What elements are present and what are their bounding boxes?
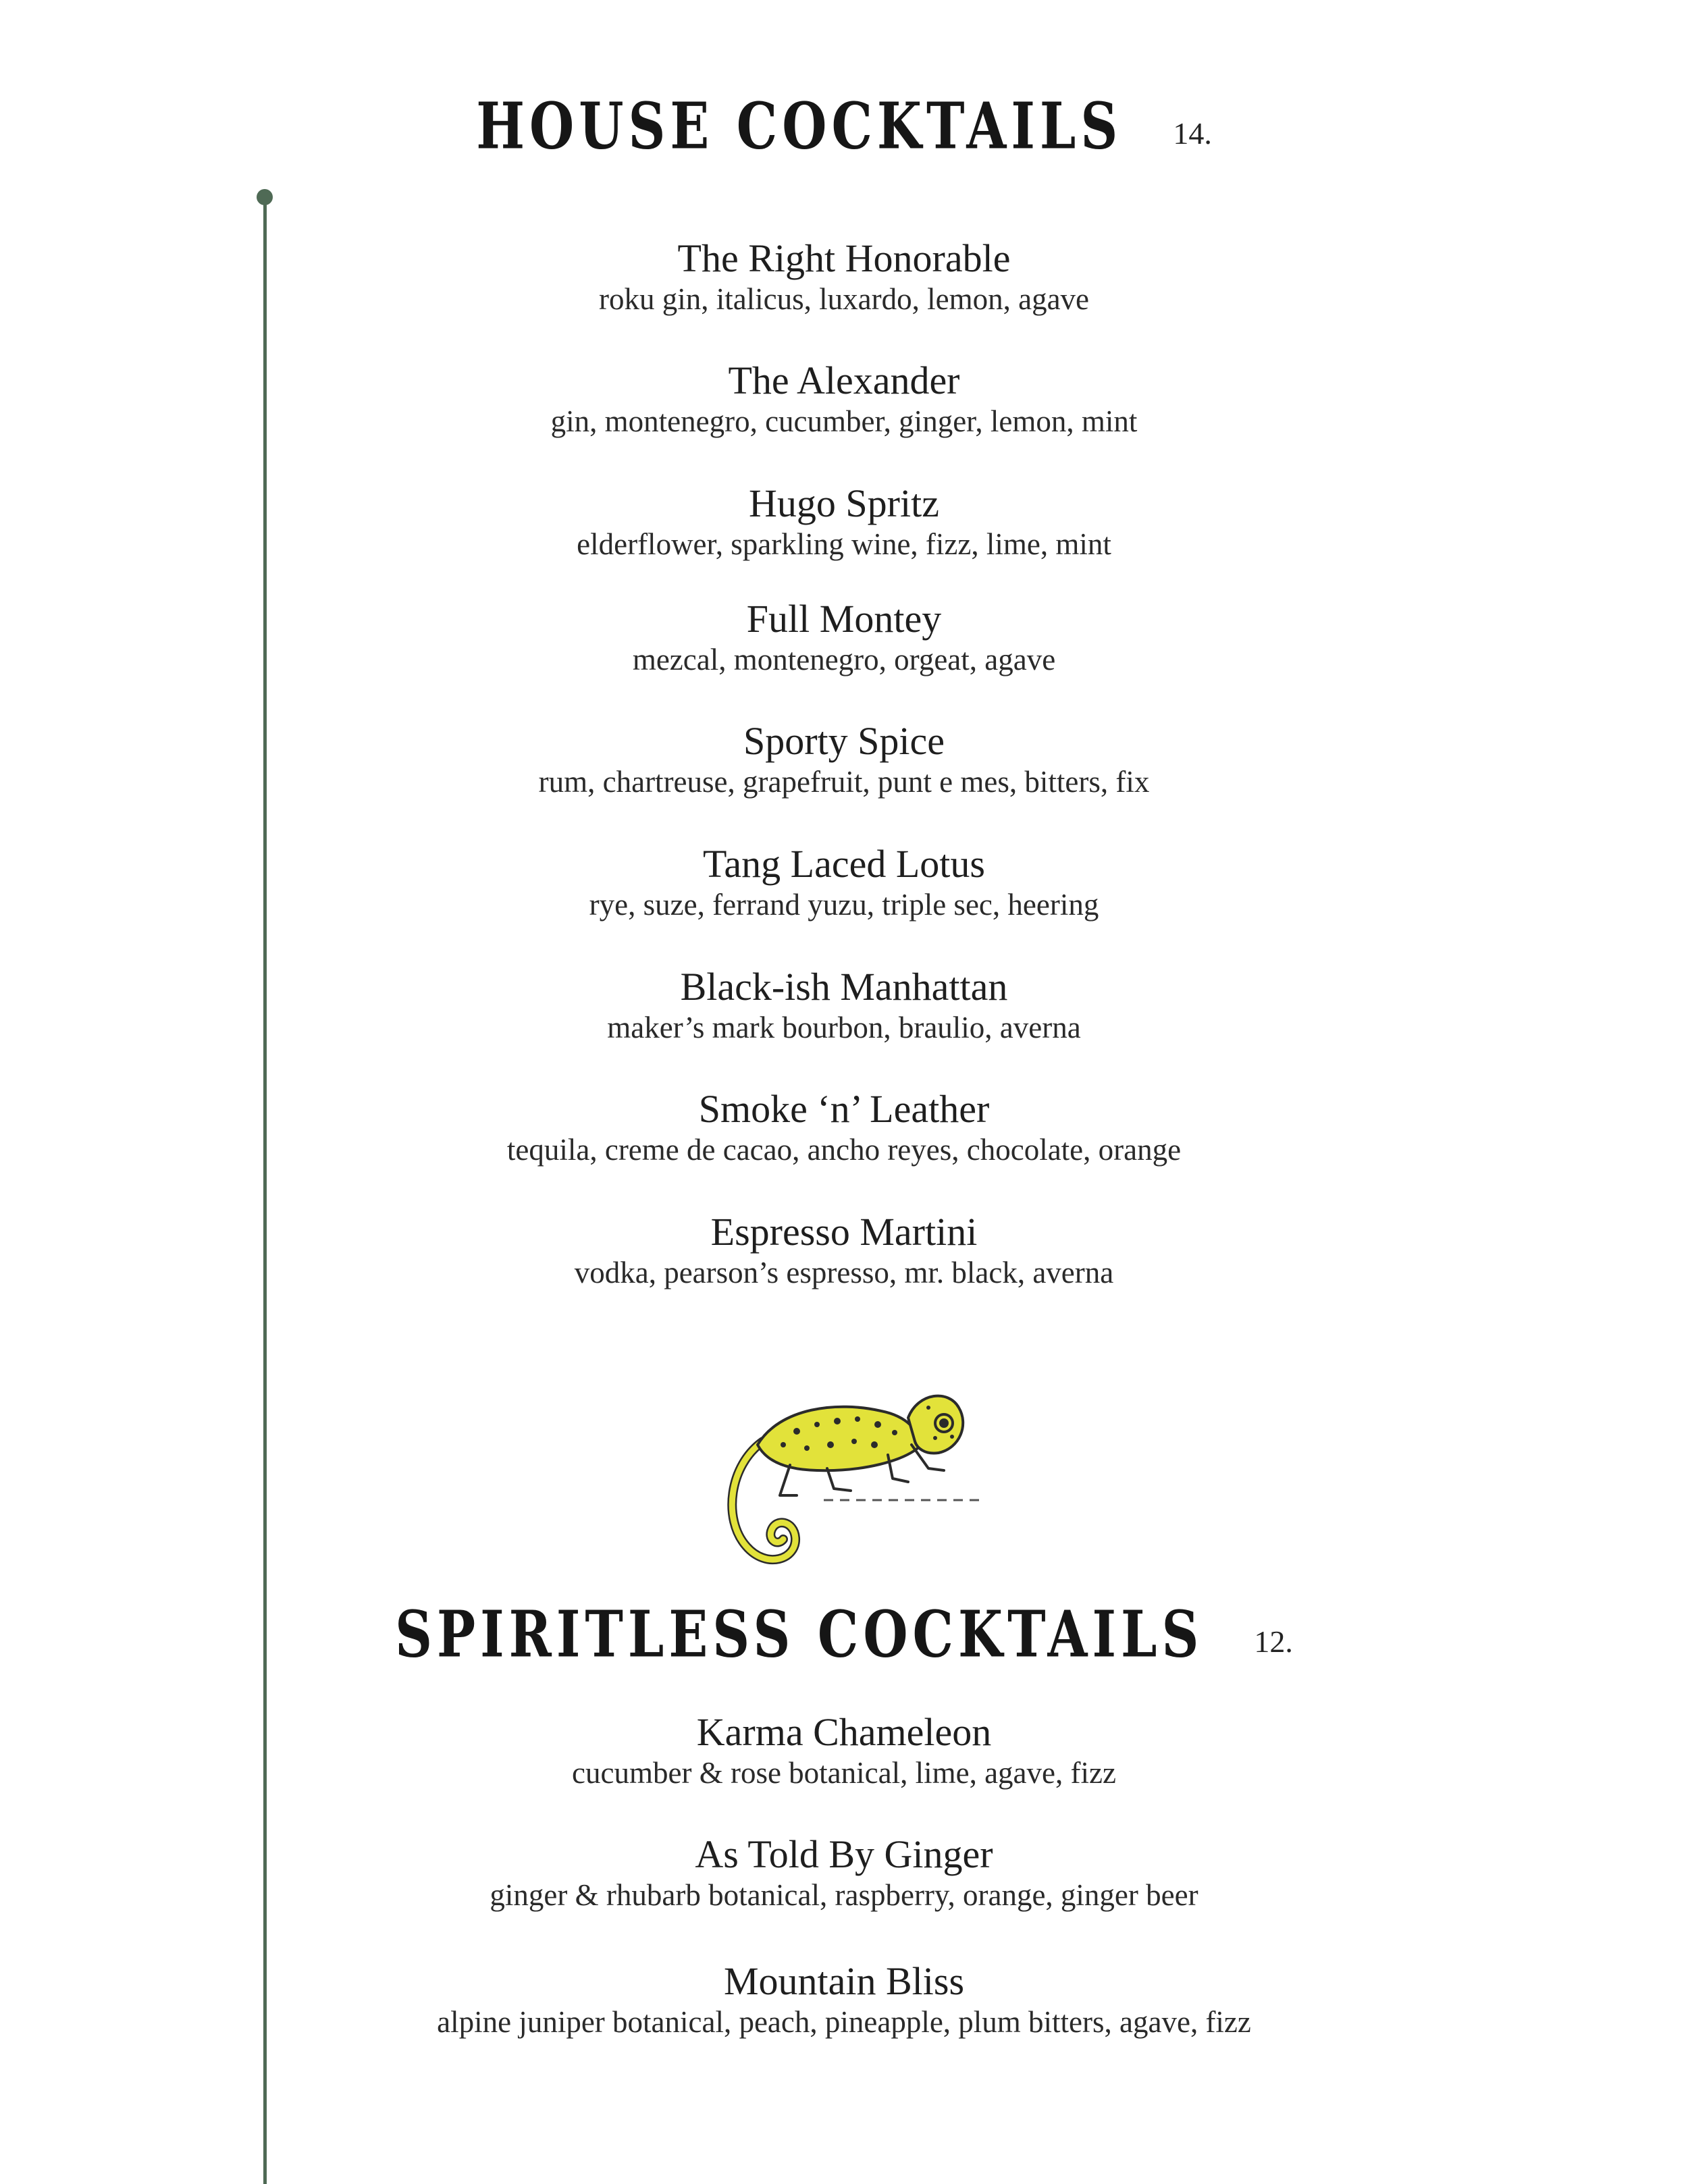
menu-item: [0, 236, 1688, 317]
cocktail-name: Sporty Spice: [743, 719, 945, 763]
cocktail-name: Mountain Bliss: [723, 1959, 965, 2003]
cocktail-name: Karma Chameleon: [696, 1710, 992, 1754]
menu-item: [0, 719, 1688, 800]
cocktail-ingredients: gin, montenegro, cucumber, ginger, lemon, mint: [550, 404, 1138, 438]
menu-item: [0, 1087, 1688, 1168]
cocktail-ingredients: mezcal, montenegro, orgeat, agave: [632, 643, 1056, 676]
cocktail-name: Smoke ‘n’ Leather: [698, 1087, 990, 1131]
menu-item: [0, 1959, 1688, 2040]
menu-item: [0, 481, 1688, 562]
menu-item: [0, 1832, 1688, 1913]
cocktail-ingredients: rye, suze, ferrand yuzu, triple sec, heering: [589, 888, 1099, 922]
house-cocktails-price: 14.: [1173, 116, 1212, 151]
cocktail-name: As Told By Ginger: [695, 1832, 993, 1876]
menu-item: [0, 358, 1688, 440]
cocktail-name: The Right Honorable: [677, 236, 1011, 280]
menu-item: [0, 597, 1688, 678]
cocktail-name: Full Montey: [746, 597, 942, 641]
menu-item: [0, 965, 1688, 1046]
cocktail-name: Hugo Spritz: [749, 481, 939, 525]
rule-dot-ornament: [257, 189, 273, 205]
menu-item: [0, 1210, 1688, 1291]
menu-item: [0, 1710, 1688, 1791]
chameleon-illustration: [716, 1377, 979, 1580]
cocktail-ingredients: rum, chartreuse, grapefruit, punt e mes, bitters, fix: [538, 765, 1150, 799]
cocktail-ingredients: cucumber & rose botanical, lime, agave, fizz: [572, 1756, 1116, 1790]
cocktail-ingredients: roku gin, italicus, luxardo, lemon, agave: [598, 282, 1090, 316]
cocktail-name: Espresso Martini: [710, 1210, 978, 1254]
cocktail-ingredients: tequila, creme de cacao, ancho reyes, chocolate, orange: [506, 1133, 1182, 1167]
cocktail-ingredients: vodka, pearson’s espresso, mr. black, averna: [574, 1256, 1114, 1289]
cocktail-ingredients: elderflower, sparkling wine, fizz, lime, mint: [577, 527, 1111, 561]
spiritless-cocktails-header: [0, 1596, 1688, 1672]
cocktail-name: Black-ish Manhattan: [680, 965, 1008, 1009]
spiritless-cocktails-price: 12.: [1254, 1624, 1293, 1659]
house-cocktails-header: [0, 88, 1688, 164]
spiritless-cocktails-title: SPIRITLESS COCKTAILS: [395, 1596, 1204, 1672]
cocktail-ingredients: ginger & rhubarb botanical, raspberry, orange, ginger beer: [490, 1878, 1198, 1912]
cocktail-name: The Alexander: [728, 358, 960, 402]
menu-item: [0, 842, 1688, 923]
cocktail-ingredients: maker’s mark bourbon, braulio, averna: [607, 1011, 1081, 1044]
house-cocktails-title: HOUSE COCKTAILS: [476, 88, 1123, 164]
cocktail-ingredients: alpine juniper botanical, peach, pineapple, plum bitters, agave, fizz: [437, 2005, 1251, 2039]
cocktail-name: Tang Laced Lotus: [703, 842, 985, 886]
